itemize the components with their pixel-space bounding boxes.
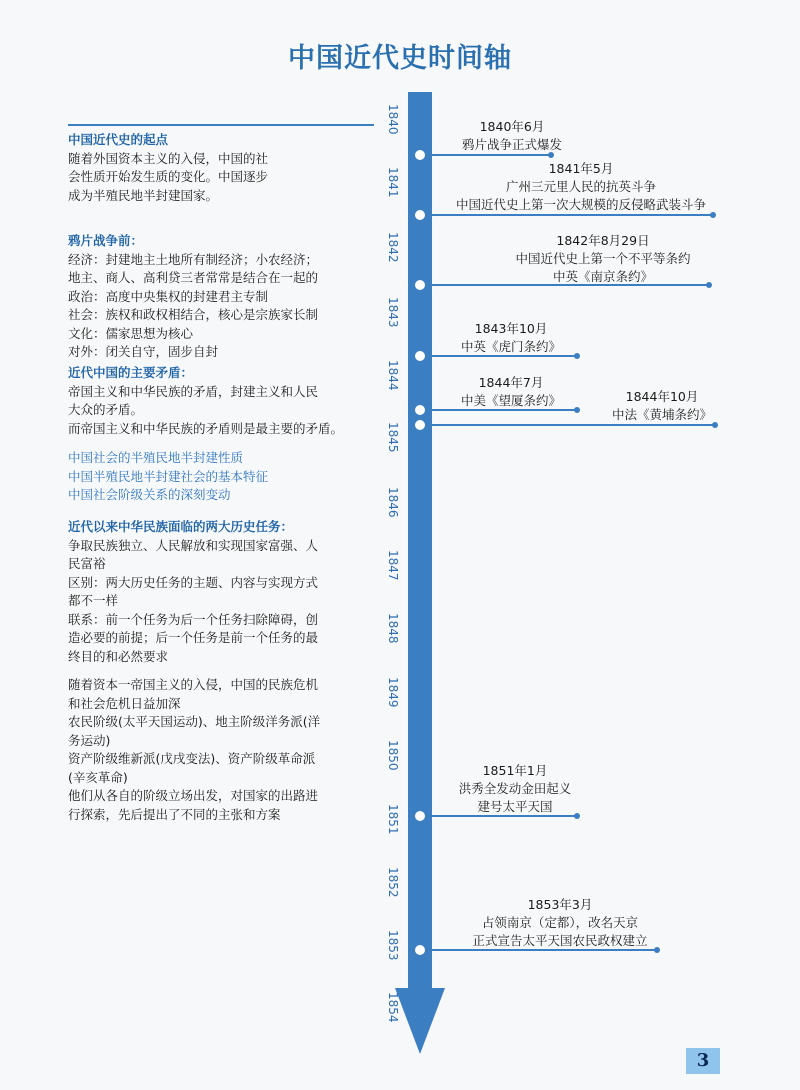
timeline-dot — [415, 420, 425, 430]
year-label: 1842 — [386, 232, 400, 263]
year-label: 1841 — [386, 167, 400, 198]
section-line: 文化：儒家思想为核心 — [68, 325, 194, 341]
section-line: 会性质开始发生质的变化。中国逐步 — [68, 169, 269, 184]
event-1844-07 — [448, 374, 574, 410]
event-text: 占领南京（定都），改名天京 — [481, 915, 639, 930]
section-line: 社会：族权和政权相结合，核心是宗族家长制 — [68, 307, 319, 322]
timeline-dot — [415, 945, 425, 955]
section-line: 争取民族独立、人民解放和实现国家富强、人 — [68, 537, 319, 553]
event-date: 1853年3月 — [527, 897, 593, 912]
section-line: 成为半殖民地半封建国家。 — [68, 187, 219, 203]
year-label: 1849 — [386, 677, 400, 708]
year-label: 1840 — [386, 104, 400, 135]
timeline-dot — [415, 405, 425, 415]
timeline-dot — [415, 280, 425, 290]
event-line — [432, 214, 714, 216]
event-1842-08 — [478, 232, 728, 286]
section-heading: 近代中国的主要矛盾： — [68, 365, 194, 380]
event-date: 1844年7月 — [478, 375, 544, 390]
section-before-war — [68, 232, 368, 362]
blue-line: 中国社会的半殖民地半封建性质 — [68, 450, 244, 465]
year-label: 1847 — [386, 550, 400, 581]
event-text: 中法《黄埔条约》 — [611, 407, 712, 422]
event-text: 中英《南京条约》 — [552, 269, 653, 284]
section-society-nature — [68, 449, 368, 505]
event-date: 1843年10月 — [474, 321, 548, 336]
year-label: 1851 — [386, 804, 400, 835]
timeline-dot — [415, 150, 425, 160]
section-heading: 中国近代史的起点 — [68, 132, 169, 147]
section-crisis — [68, 676, 368, 824]
event-text: 中国近代史上第一个不平等条约 — [515, 251, 691, 266]
section-line: 地主、商人、高利贷三者常常是结合在一起的 — [68, 270, 319, 285]
section-line: 大众的矛盾。 — [68, 402, 144, 417]
section-line: 造必要的前提；后一个任务是前一个任务的最 — [68, 630, 319, 645]
blue-line: 中国半殖民地半封建社会的基本特征 — [68, 468, 269, 484]
section-line: 资产阶级维新派(戊戌变法)、资产阶级革命派 — [68, 751, 316, 766]
section-line: 区别：两大历史任务的主题、内容与实现方式 — [68, 574, 319, 590]
section-line: 随着外国资本主义的入侵，中国的社 — [68, 150, 269, 166]
section-line: 经济：封建地主土地所有制经济；小农经济； — [68, 251, 319, 267]
section-line: 终目的和必然要求 — [68, 648, 169, 664]
section-line: (辛亥革命) — [68, 769, 128, 785]
section-contradiction — [68, 364, 368, 438]
year-label: 1853 — [386, 930, 400, 961]
event-1841-05 — [440, 160, 722, 214]
event-date: 1851年1月 — [482, 763, 548, 778]
section-heading: 鸦片战争前： — [68, 233, 144, 248]
year-label: 1845 — [386, 422, 400, 453]
timeline-axis — [408, 92, 432, 992]
page-number: 3 — [686, 1048, 720, 1074]
event-line — [432, 424, 716, 426]
section-heading: 近代以来中华民族面临的两大历史任务： — [68, 519, 294, 534]
event-date: 1841年5月 — [548, 161, 614, 176]
year-label: 1848 — [386, 613, 400, 644]
timeline-dot — [415, 210, 425, 220]
year-label: 1843 — [386, 297, 400, 328]
year-label: 1844 — [386, 360, 400, 391]
page-title: 中国近代史时间轴 — [288, 43, 512, 74]
event-line — [432, 154, 552, 156]
section-line: 联系：前一个任务为后一个任务扫除障碍，创 — [68, 611, 319, 627]
section-line: 务运动) — [68, 732, 111, 748]
event-1851-01 — [440, 762, 590, 816]
blue-line: 中国社会阶级关系的深刻变动 — [68, 487, 231, 502]
event-text: 中国近代史上第一次大规模的反侵略武装斗争 — [455, 197, 706, 212]
event-text: 洪秀全发动金田起义 — [458, 781, 572, 796]
section-line: 政治：高度中央集权的封建君主专制 — [68, 288, 269, 304]
event-text: 正式宣告太平天国农民政权建立 — [472, 933, 648, 948]
section-tasks — [68, 518, 368, 666]
event-text: 建号太平天国 — [477, 799, 553, 814]
event-1844-10 — [598, 388, 726, 424]
section-line: 帝国主义和中华民族的矛盾，封建主义和人民 — [68, 383, 319, 399]
event-date: 1840年6月 — [479, 119, 545, 134]
year-label: 1850 — [386, 740, 400, 771]
section-line: 他们从各自的阶级立场出发，对国家的出路进 — [68, 788, 319, 803]
event-1840-06 — [452, 118, 572, 154]
timeline-dot — [415, 811, 425, 821]
timeline-arrowhead — [395, 988, 445, 1054]
event-text: 广州三元里人民的抗英斗争 — [505, 179, 656, 194]
event-date: 1844年10月 — [625, 389, 699, 404]
section-line: 农民阶级(太平天国运动)、地主阶级洋务派(洋 — [68, 714, 321, 729]
section-start — [68, 131, 368, 205]
event-text: 中美《望厦条约》 — [460, 393, 561, 408]
left-connector-line — [68, 124, 374, 126]
event-1843-10 — [448, 320, 574, 356]
event-text: 中英《虎门条约》 — [460, 339, 561, 354]
year-label: 1854 — [386, 992, 400, 1023]
section-line: 民富裕 — [68, 556, 106, 571]
year-label: 1852 — [386, 867, 400, 898]
timeline-dot — [415, 351, 425, 361]
section-line: 行探索，先后提出了不同的主张和方案 — [68, 806, 281, 822]
event-1853-03 — [444, 896, 676, 950]
section-line: 都不一样 — [68, 593, 119, 608]
section-line: 而帝国主义和中华民族的矛盾则是最主要的矛盾。 — [68, 420, 344, 436]
event-text: 鸦片战争正式爆发 — [461, 137, 562, 152]
event-date: 1842年8月29日 — [556, 233, 650, 248]
section-line: 对外：闭关自守，固步自封 — [68, 344, 219, 359]
section-line: 随着资本一帝国主义的入侵，中国的民族危机 — [68, 677, 319, 692]
year-label: 1846 — [386, 487, 400, 518]
section-line: 和社会危机日益加深 — [68, 695, 181, 711]
